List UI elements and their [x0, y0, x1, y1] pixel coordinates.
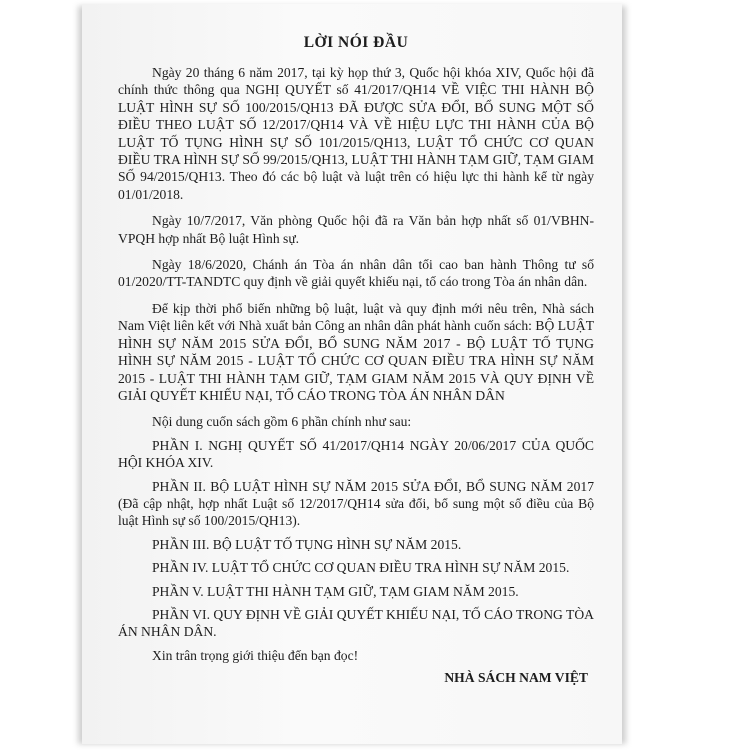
paragraph-publication: Để kịp thời phổ biến những bộ luật, luật và quy định mới nêu trên, Nhà sách Nam Việt liên kết với Nhà xuất bản Công an nhân dân phát hành cuốn sách: BỘ LUẬT HÌNH SỰ NĂM 2015 SỬA ĐỔI, BỔ SUNG NĂM 2017 - BỘ LUẬT TỐ TỤNG HÌNH SỰ NĂM 2015 - LUẬT TỔ CHỨC CƠ QUAN ĐIỀU TRA HÌNH SỰ NĂM 2015 - LUẬT THI HÀNH TẠM GIỮ, TẠM GIAM NĂM 2015 VÀ QUY ĐỊNH VỀ GIẢI QUYẾT KHIẾU NẠI, TỐ CÁO TRONG TÒA ÁN NHÂN DÂN [118, 300, 594, 403]
part-item-5: PHẦN V. LUẬT THI HÀNH TẠM GIỮ, TẠM GIAM NĂM 2015. [152, 583, 519, 599]
part-item-6: PHẦN VI. QUY ĐỊNH VỀ GIẢI QUYẾT KHIẾU NẠI, TỐ CÁO TRONG TÒA ÁN NHÂN DÂN. [118, 606, 594, 640]
part-item-3: PHẦN III. BỘ LUẬT TỐ TỤNG HÌNH SỰ NĂM 2015. [152, 536, 462, 552]
book-page [82, 4, 622, 744]
part-item-2: PHẦN II. BỘ LUẬT HÌNH SỰ NĂM 2015 SỬA ĐỔI, BỔ SUNG NĂM 2017 (Đã cập nhật, hợp nhất Luật số 12/2017/QH14 sửa đổi, bổ sung một số điều của Bộ luật Hình sự số 100/2015/QH13). [118, 478, 594, 529]
publisher-signature: NHÀ SÁCH NAM VIỆT [444, 670, 588, 686]
paragraph-consolidation: Ngày 10/7/2017, Văn phòng Quốc hội đã ra Văn bản hợp nhất số 01/VBHN-VPQH hợp nhất Bộ luật Hình sự. [118, 213, 594, 246]
part-item-1: PHẦN I. NGHỊ QUYẾT SỐ 41/2017/QH14 NGÀY 20/06/2017 CỦA QUỐC HỘI KHÓA XIV. [118, 437, 594, 471]
paragraph-circular: Ngày 18/6/2020, Chánh án Tòa án nhân dân tối cao ban hành Thông tư số 01/2020/TT-TANDTC quy định về giải quyết khiếu nại, tố cáo trong Tòa án nhân dân. [118, 257, 594, 290]
closing-line: Xin trân trọng giới thiệu đến bạn đọc! [152, 647, 359, 663]
page-title: LỜI NÓI ĐẦU [303, 34, 409, 51]
paragraph-resolution: Ngày 20 tháng 6 năm 2017, tại kỳ họp thứ 3, Quốc hội khóa XIV, Quốc hội đã chính thức thông qua NGHỊ QUYẾT số 41/2017/QH14 VỀ VIỆC THI HÀNH BỘ LUẬT HÌNH SỰ SỐ 100/2015/QH13 ĐÃ ĐƯỢC SỬA ĐỔI, BỔ SUNG MỘT SỐ ĐIỀU THEO LUẬT SỐ 12/2017/QH14 VÀ VỀ HIỆU LỰC THI HÀNH CỦA BỘ LUẬT TỐ TỤNG HÌNH SỰ SỐ 101/2015/QH13, LUẬT TỔ CHỨC CƠ QUAN ĐIỀU TRA HÌNH SỰ SỐ 99/2015/QH13, LUẬT THI HÀNH TẠM GIỮ, TẠM GIAM SỐ 94/2015/QH13. Theo đó các bộ luật và luật trên có hiệu lực thi hành kể từ ngày 01/01/2018. [118, 65, 594, 202]
part-item-4: PHẦN IV. LUẬT TỔ CHỨC CƠ QUAN ĐIỀU TRA HÌNH SỰ NĂM 2015. [152, 560, 570, 576]
paragraph-contents-intro: Nội dung cuốn sách gồm 6 phần chính như sau: [152, 414, 412, 430]
